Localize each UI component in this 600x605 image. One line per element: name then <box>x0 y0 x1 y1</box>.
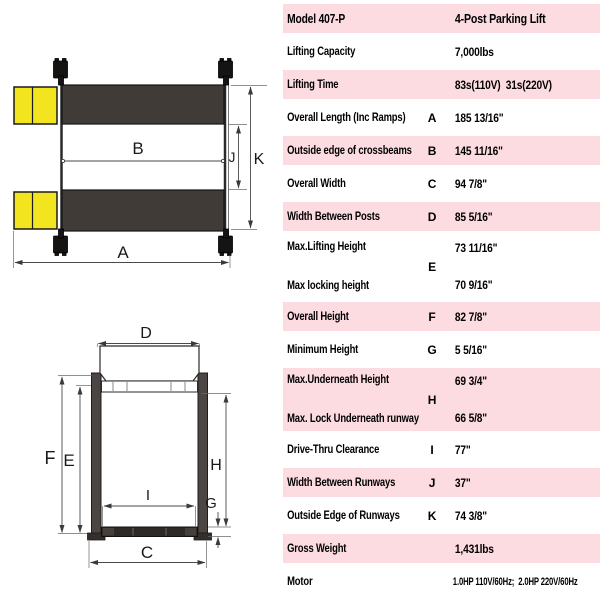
raised-runway-section <box>102 381 198 392</box>
label-a: A <box>117 243 129 262</box>
spec-row-width-between-posts: Width Between Posts D 85 5/16" <box>283 202 600 231</box>
label-i: I <box>145 487 151 504</box>
spec-row-overall-height: Overall Height F 82 7/8" <box>283 302 600 331</box>
spec-row-outside-edge-runways: Outside Edge of Runways K 74 3/8" <box>283 501 600 530</box>
max-lifting-height-label: Max.Lifting Height <box>287 241 366 253</box>
top-ramp <box>14 87 57 124</box>
bottom-runway <box>62 190 224 231</box>
max-underneath-height-label: Max.Underneath Height <box>287 374 389 386</box>
lowered-runway <box>102 527 198 537</box>
spec-row-drive-thru-clearance: Drive-Thru Clearance I 77" <box>283 435 600 464</box>
label-b: B <box>132 139 144 158</box>
spec-row-lifting-time: Lifting Time 83s(110V) 31s(220V) <box>283 70 600 99</box>
lift-diagrams <box>0 0 283 600</box>
label-j: J <box>228 150 236 165</box>
left-post <box>92 373 102 533</box>
spec-row-lifting-height-group: Max.Lifting Height Max locking height E 73 11/16" 70 9/16" <box>283 235 600 298</box>
spec-row-lifting-capacity: Lifting Capacity 7,000lbs <box>283 37 600 66</box>
spec-row-overall-width: Overall Width C 94 7/8" <box>283 169 600 198</box>
spec-row-gross-weight: Gross Weight 1,431lbs <box>283 534 600 563</box>
bottom-ramp <box>14 192 57 229</box>
spec-row-minimum-height: Minimum Height G 5 5/16" <box>283 335 600 364</box>
runway-segment <box>185 528 196 536</box>
label-c: C <box>140 543 154 562</box>
dim-endpoint <box>221 159 224 162</box>
label-e: E <box>63 451 75 470</box>
max-locking-height-label: Max locking height <box>287 280 370 292</box>
technical-drawing <box>0 0 283 600</box>
spec-row-motor: Motor 1.0HP 110V/60Hz; 2.0HP 220V/60Hz <box>283 567 600 596</box>
model-name: Model 407-P <box>287 11 346 26</box>
product-name: 4-Post Parking Lift <box>454 11 546 26</box>
label-f: F <box>44 448 56 468</box>
max-lifting-height-value: 73 11/16" <box>454 241 498 255</box>
spec-table <box>283 4 600 600</box>
top-view-diagram <box>14 59 268 269</box>
label-h: H <box>210 457 222 474</box>
raised-crossbeam <box>100 346 199 381</box>
top-runway <box>62 85 224 124</box>
front-view-diagram <box>45 325 232 568</box>
spec-row-overall-length: Overall Length (Inc Ramps) A 185 13/16" <box>283 103 600 132</box>
max-lock-underneath-value: 66 5/8" <box>454 411 487 425</box>
spec-row-header <box>283 4 600 33</box>
spec-row-crossbeam-edge: Outside edge of crossbeams B 145 11/16" <box>283 136 600 165</box>
spec-row-underneath-height-group: Max.Underneath Height Max. Lock Underneath runway H 69 3/4" 66 5/8" <box>283 368 600 431</box>
dim-endpoint <box>61 159 64 162</box>
spec-row-width-between-runways: Width Between Runways J 37" <box>283 468 600 497</box>
label-k: K <box>253 151 265 168</box>
label-d: D <box>140 325 152 342</box>
runway-segment <box>103 528 114 536</box>
label-g: G <box>205 495 217 512</box>
max-lock-underneath-label: Max. Lock Underneath runway <box>287 413 419 425</box>
max-locking-height-value: 70 9/16" <box>454 278 493 292</box>
max-underneath-height-value: 69 3/4" <box>454 374 487 388</box>
